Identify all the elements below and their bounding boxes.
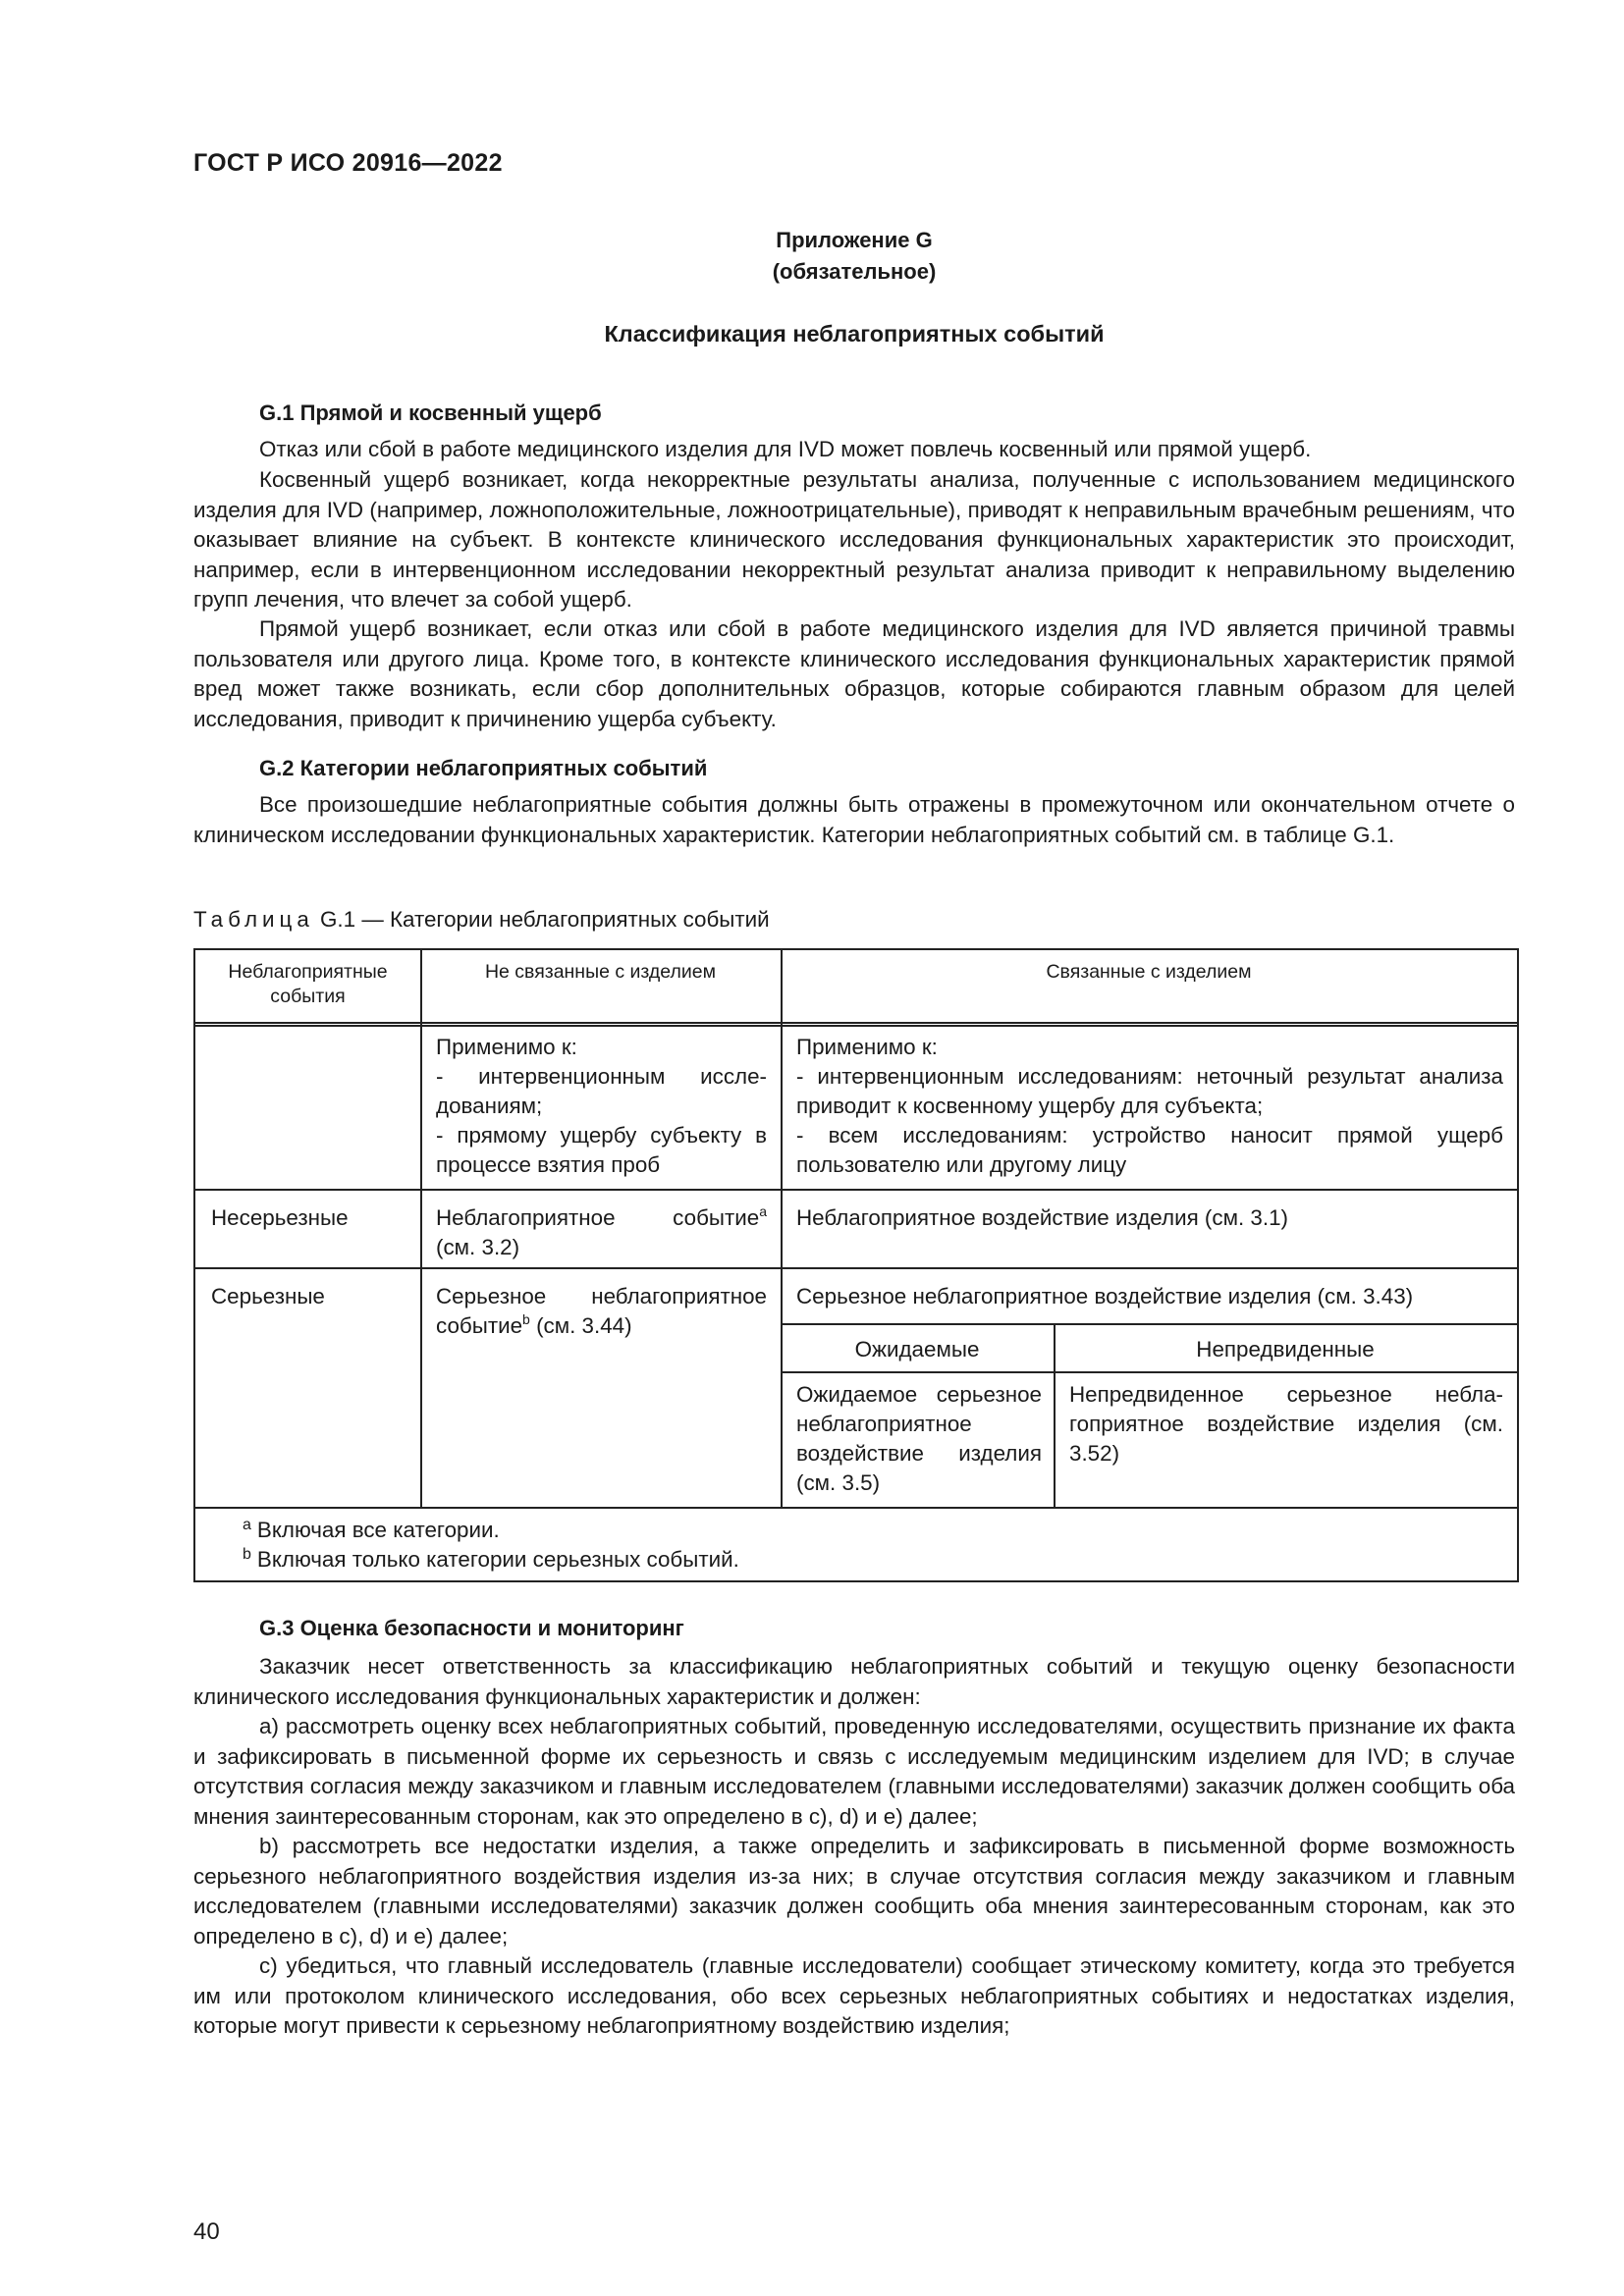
column-header-events: Неблагоприятные события: [228, 961, 388, 1007]
section-g1-paragraph-3: Прямой ущерб возникает, если отказ или сбой в работе медицинского изделия для IVD является причиной травмы пользователя или другого лица. Кроме того, в контексте клинического исследования функциональных характеристик прямой вред может также возникать, если сбор дополнительных образцов, которые собираются главным образом для целей исследования, приводит к причинению ущерба субъекту.: [193, 616, 1515, 731]
section-g3-paragraph-1: Заказчик несет ответственность за классификацию неблагоприятных событий и текущую оценку безопасности клинического исследования функциональных характеристик и должен:: [193, 1654, 1515, 1709]
subheader-unexpected: Непредвиденные: [1196, 1337, 1375, 1362]
section-g3-item-a: a) рассмотреть оценку всех неблагоприятных событий, проведенную исследователями, осуществить признание их факта и зафиксировать в письменной форме их серьезность и связь с исследуемым медицинским изделием для IVD; в случае отсутствия согласия между заказчиком и главным исследователем (главными исследователями) заказчик должен сообщить оба мнения заинтересованным сторонам, как это определено в c), d) и e) далее;: [193, 1714, 1515, 1829]
table-caption: [193, 907, 770, 933]
serious-unexpected-text: Непредвиденное серьезное неблагоприятное воздействие изделия (см. 3.52): [1069, 1382, 1503, 1466]
table-rule: [781, 1323, 1517, 1325]
column-header-related: Связанные с изделием: [1046, 961, 1252, 983]
nonserious-unrelated-label: Неблагоприятное событие: [436, 1205, 760, 1230]
table-rule: [195, 1022, 1517, 1024]
footnote-b-mark: b: [243, 1546, 251, 1563]
section-g3-title: G.3 Оценка безопасности и мониторинг: [259, 1616, 684, 1640]
table-rule: [195, 1189, 1517, 1191]
footnote-a-text: Включая все категории.: [256, 1518, 500, 1542]
section-g2-title: G.2 Категории неблагоприятных событий: [259, 756, 708, 780]
serious-unrelated-ref: (см. 3.44): [529, 1313, 632, 1338]
footnote-mark-a: a: [759, 1203, 767, 1219]
subheader-expected: Ожидаемые: [854, 1337, 980, 1362]
footnote-a-mark: a: [243, 1517, 251, 1533]
serious-expected-text: Ожидаемое серьезное неблагоприятное воздействие изделия (см. 3.5): [796, 1382, 1042, 1495]
nonserious-unrelated-ref: (см. 3.2): [436, 1235, 520, 1259]
section-g3-item-c: c) убедиться, что главный исследователь (главные исследователи) сообщает этическому комитету, когда это требуется им или протоколом клинического исследования, обо всех серьезных неблагоприятных событиях и недостатках изделия, которые могут привести к серьезному неблагоприятному воздействию изделия;: [193, 1953, 1515, 2038]
row-label-nonserious: Несерьезные: [211, 1205, 349, 1230]
footnote-b-text: Включая только категории серьезных событий.: [256, 1547, 739, 1572]
section-g1-title: G.1 Прямой и косвенный ущерб: [259, 400, 602, 425]
section-g1-paragraph-2: Косвенный ущерб возникает, когда некорректные результаты анализа, полученные с использованием медицинского изделия для IVD (например, ложноположительные, ложноотрицательные), приводят к неправильным врачебным решениям, что оказывает влияние на субъект. В контексте клинического исследования функциональных характеристик это происходит, например, если в интервенционном исследовании некорректный результат анализа приводит к неправильному выделению групп лечения, что влечет за собой ущерб.: [193, 467, 1515, 612]
annex-status: (обязательное): [772, 259, 937, 284]
annex-title: Приложение G: [776, 228, 933, 252]
section-g2-paragraph-1: Все произошедшие неблагоприятные события должны быть отражены в промежуточном или окончательном отчете о клиническом исследовании функциональных характеристик. Категории неблагоприятных событий см. в таблице G.1.: [193, 792, 1515, 847]
applicable-related: Применимо к: - интервенционным исследованиям: неточный результат анализа приводит к косвенному ущербу для субъекта; - всем исследованиям: устройство наносит прямой ущерб пользователю или другому лицу: [796, 1035, 1503, 1177]
nonserious-unrelated-text: [420, 1203, 781, 1233]
table-caption-text: G.1 — Категории неблагоприятных событий: [313, 907, 770, 932]
serious-unrelated-label: Серьезное неблагоприятное событие: [436, 1284, 767, 1338]
table-footnote-a: [243, 1516, 500, 1545]
row-label-serious: Серьезные: [211, 1284, 325, 1308]
serious-unrelated-text: [420, 1282, 781, 1341]
serious-related-text: Серьезное неблагоприятное воздействие изделия (см. 3.43): [796, 1284, 1414, 1308]
section-g1-paragraph-1: Отказ или сбой в работе медицинского изделия для IVD может повлечь косвенный или прямой ущерб.: [259, 437, 1312, 461]
table-caption-label: Таблица: [193, 907, 314, 932]
table-rule: [781, 1371, 1517, 1373]
section-g3-item-b: b) рассмотреть все недостатки изделия, а также определить и зафиксировать в письменной форме возможность серьезного неблагоприятного воздействия изделия из-за них; в случае отсутствия согласия между заказчиком и главным исследователем (главными исследователями) заказчик должен сообщить оба мнения заинтересованным сторонам, как это определено в c), d) и e) далее;: [193, 1834, 1515, 1949]
page-number: 40: [193, 2218, 220, 2245]
annex-heading: Классификация неблагоприятных событий: [604, 321, 1105, 347]
table-rule: [195, 1507, 1517, 1509]
document-header: ГОСТ Р ИСО 20916—2022: [193, 149, 503, 177]
table-rule: [195, 1267, 1517, 1269]
footnote-mark-b: b: [522, 1311, 530, 1327]
table-rule: [195, 1025, 1517, 1027]
adverse-events-table: [193, 948, 1519, 1582]
applicable-unrelated: Применимо к: - интервенционным исследованиям; - прямому ущербу субъекту в процессе взятия проб: [436, 1035, 767, 1177]
nonserious-related-text: Неблагоприятное воздействие изделия (см. 3.1): [796, 1205, 1288, 1230]
table-footnote-b: [243, 1545, 739, 1575]
column-header-unrelated: Не связанные с изделием: [484, 961, 717, 983]
